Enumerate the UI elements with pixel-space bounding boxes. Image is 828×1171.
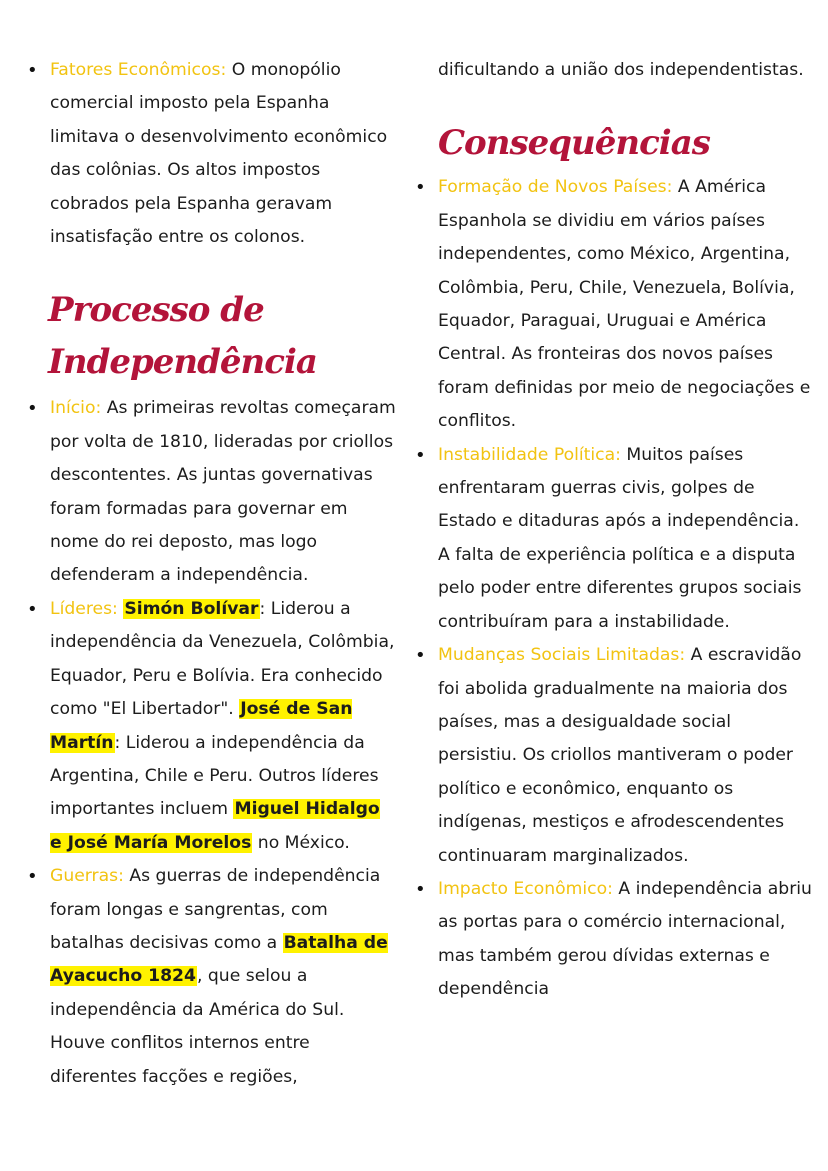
list-item-wars [26, 860, 396, 1094]
item-label: Início: [50, 398, 102, 419]
list-item-new-countries [414, 171, 814, 438]
right-column [414, 54, 814, 1007]
heading-line-2: Independência [48, 342, 317, 383]
highlight-simon-bolivar: Simón Bolívar [124, 598, 259, 619]
continuation-text: dificultando a união dos independentistas. [438, 60, 804, 80]
item-label: Impacto Econômico: [438, 878, 613, 899]
item-label: Fatores Econômicos: [50, 60, 227, 80]
left-column [26, 54, 396, 1094]
item-text: no México. [252, 832, 350, 853]
item-text: , que selou a independência da América do Sul. Houve conflitos internos entre diferentes facções e regiões, [50, 966, 345, 1087]
highlight-hidalgo-morelos: Miguel Hidalgo e José María Morelos [50, 799, 380, 853]
item-text: As guerras de independência foram longas e sangrentas, com batalhas decisivas como a [50, 866, 381, 953]
list-item-economic-impact [414, 873, 814, 1007]
item-text: O monopólio comercial imposto pela Espanha limitava o desenvolvimento econômico das colônias. Os altos impostos cobrados pela Espanha geravam insatisfação entre os colonos. [50, 60, 388, 248]
process-list [26, 392, 396, 1094]
item-text: A América Espanhola se dividiu em vários países independentes, como México, Argentina, Colômbia, Peru, Chile, Venezuela, Bolívia, Equador, Paraguai, Uruguai e América Central. As fronteiras dos novos países foram definidas por meio de negociações e conflitos. [438, 177, 811, 432]
heading-line-1: Processo de [48, 290, 264, 331]
section-heading-independence-process [48, 284, 396, 388]
section-heading-consequences: Consequências [438, 123, 710, 164]
item-text: : Liderou a independência da Venezuela, Colômbia, Equador, Peru e Bolívia. Era conhecido como "El Libertador". [50, 598, 395, 720]
highlight-san-martin: José de San Martín [50, 699, 353, 753]
item-label: Guerras: [50, 866, 124, 887]
item-text: Muitos países enfrentaram guerras civis, golpes de Estado e ditaduras após a independência. A falta de experiência política e a disputa pelo poder entre diferentes grupos sociais contribuíram para a instabilidade. [438, 444, 802, 632]
list-item-political-instability [414, 439, 814, 639]
list-item-leaders [26, 593, 396, 860]
highlight-ayacucho: Batalha de Ayacucho 1824 [50, 932, 388, 987]
item-text: A escravidão foi abolida gradualmente na maioria dos países, mas a desigualdade social persistiu. Os criollos mantiveram o poder político e econômico, enquanto os indígenas, mestiços e afrodescendentes continuaram marginalizados. [438, 645, 802, 866]
causes-list [26, 54, 396, 254]
item-text: : Liderou a independência da Argentina, Chile e Peru. Outros líderes importantes incluem [50, 732, 379, 820]
list-item-beginning [26, 392, 396, 592]
item-label: Mudanças Sociais Limitadas: [438, 645, 686, 666]
item-label: Líderes: [50, 598, 118, 619]
list-item-social-changes [414, 639, 814, 873]
item-text: A independência abriu as portas para o comércio internacional, mas também gerou dívidas externas e dependência [438, 878, 812, 1000]
item-label: Formação de Novos Países: [438, 177, 673, 198]
list-item-economic-factors [26, 54, 396, 254]
item-text: As primeiras revoltas começaram por volta de 1810, lideradas por criollos descontentes. As juntas governativas foram formadas para governar em nome do rei deposto, mas logo defenderam a independência. [50, 398, 396, 586]
consequences-list [414, 171, 814, 1006]
item-label: Instabilidade Política: [438, 444, 621, 465]
